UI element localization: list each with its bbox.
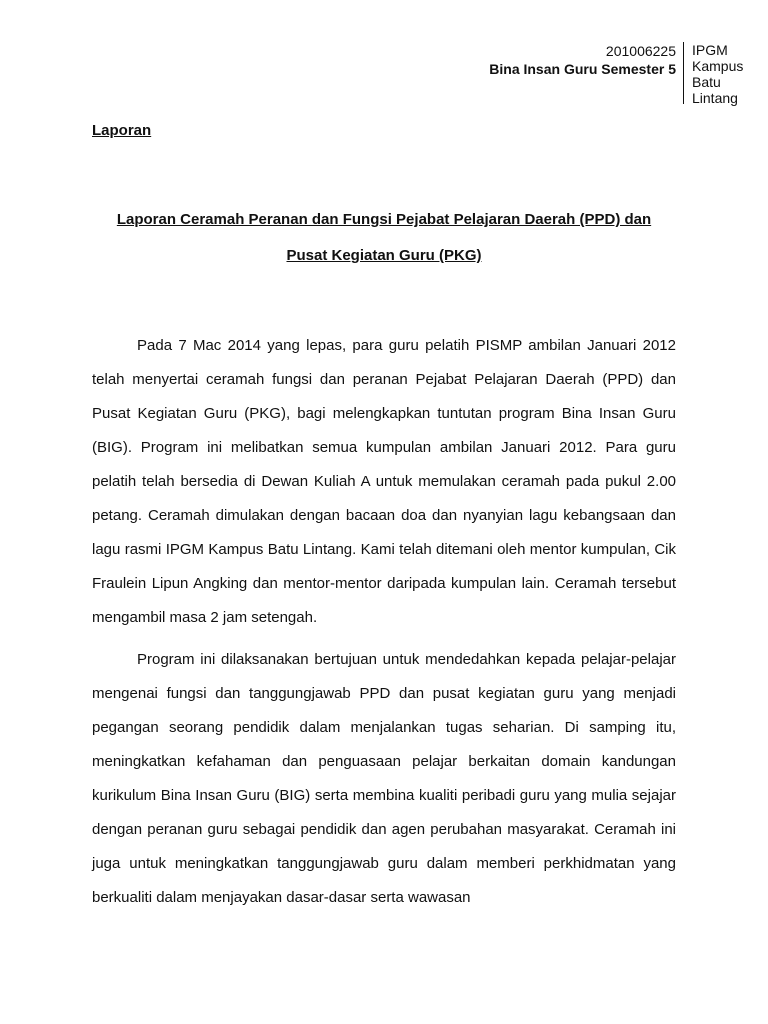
- course-name: Bina Insan Guru Semester 5: [489, 61, 676, 77]
- institution-line: Batu: [692, 74, 721, 90]
- body-paragraph-1: Pada 7 Mac 2014 yang lepas, para guru pelatih PISMP ambilan Januari 2012 telah menyertai ceramah fungsi dan peranan Pejabat Pelajaran Daerah (PPD) dan Pusat Kegiatan Guru (PKG), bagi melengkapkan tuntutan program Bina Insan Guru (BIG). Program ini melibatkan semua kumpulan ambilan Januari 2012. Para guru pelatih telah bersedia di Dewan Kuliah A untuk memulakan ceramah pada pukul 2.00 petang. Ceramah dimulakan dengan bacaan doa dan nyanyian lagu kebangsaan dan lagu rasmi IPGM Kampus Batu Lintang. Kami telah ditemani oleh mentor kumpulan, Cik Fraulein Lipun Angking dan mentor-mentor daripada kumpulan lain. Ceramah tersebut mengambil masa 2 jam setengah.: [92, 337, 676, 626]
- body-paragraph-2: Program ini dilaksanakan bertujuan untuk mendedahkan kepada pelajar-pelajar mengenai fungsi dan tanggungjawab PPD dan pusat kegiatan guru yang menjadi pegangan seorang pendidik dalam menjalankan tugas seharian. Di samping itu, meningkatkan kefahaman dan penguasaan pelajar berkaitan domain kandungan kurikulum Bina Insan Guru (BIG) serta membina kualiti peribadi guru yang mulia sejajar dengan peranan guru sebagai pendidik dan agen perubahan masyarakat. Ceramah ini juga untuk meningkatkan tanggungjawab guru dalam memberi perkhidmatan yang berkualiti dalam menjayakan dasar-dasar serta wawasan: [92, 651, 676, 906]
- institution-line: Lintang: [692, 90, 738, 106]
- report-title-line-1: Laporan Ceramah Peranan dan Fungsi Pejabat Pelajaran Daerah (PPD) dan: [116, 211, 652, 228]
- institution-line: IPGM: [692, 42, 728, 58]
- header-institution: [692, 42, 743, 106]
- header-student-info: [489, 42, 676, 78]
- institution-line: Kampus: [692, 58, 744, 74]
- student-id: 201006225: [605, 43, 676, 59]
- section-label: Laporan: [92, 122, 152, 139]
- report-title-line-2: Pusat Kegiatan Guru (PKG): [286, 247, 482, 264]
- header-divider: [683, 42, 684, 104]
